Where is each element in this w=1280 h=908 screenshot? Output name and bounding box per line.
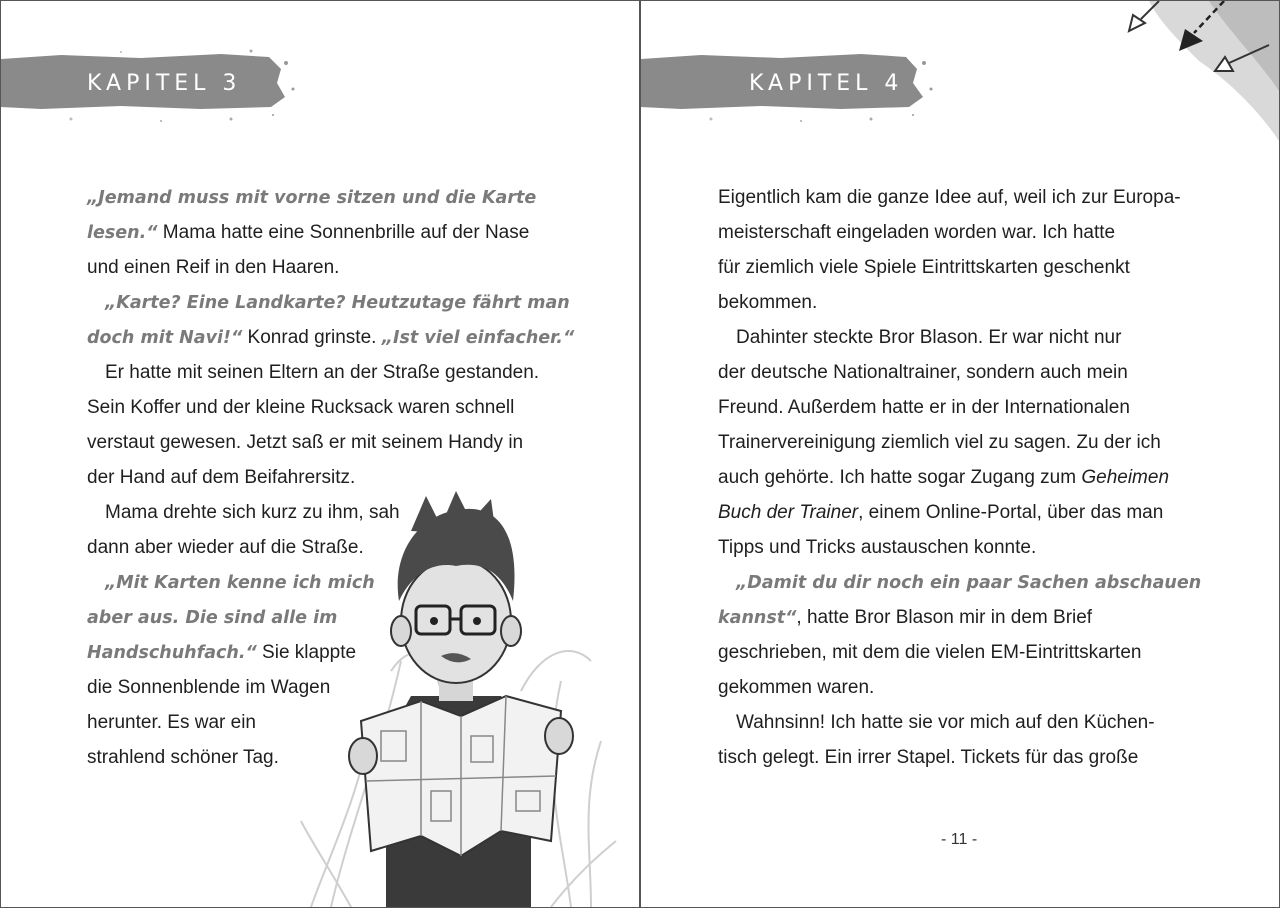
text-span: Konrad grinste. xyxy=(242,327,382,348)
quote-span: kannst“ xyxy=(718,608,797,628)
quote-span: „Karte? Eine Landkarte? Heutzutage fährt man xyxy=(105,293,570,313)
text-line xyxy=(718,425,1198,460)
text-span: , einem Online-Portal, über das man xyxy=(858,502,1164,523)
arrow-decoration xyxy=(1029,1,1279,145)
text-span: der deutsche Nationaltrainer, sondern auch mein xyxy=(718,362,1128,383)
text-span: für ziemlich viele Spiele Eintrittskarten geschenkt xyxy=(718,257,1130,278)
text-line xyxy=(718,565,1202,600)
text-line xyxy=(87,215,547,250)
text-span: gekommen waren. xyxy=(718,677,875,698)
quote-span: „Jemand muss mit vorne sitzen und die Karte xyxy=(87,188,537,208)
text-line xyxy=(87,425,547,460)
text-line xyxy=(87,460,547,495)
text-line xyxy=(87,285,570,320)
text-span: Tipps und Tricks austauschen konnte. xyxy=(718,537,1037,558)
quote-span: „Ist viel einfacher.“ xyxy=(381,328,575,348)
text-span: meisterschaft eingeladen worden war. Ich hatte xyxy=(718,222,1116,243)
chapter-title: KAPITEL 4 xyxy=(749,71,904,96)
text-span: Mama hatte eine Sonnenbrille auf der Nase xyxy=(157,222,530,243)
text-line xyxy=(718,460,1198,495)
text-span: Sie klappte xyxy=(256,642,357,663)
text-span: Sein Koffer und der kleine Rucksack waren schnell xyxy=(87,397,515,418)
text-span: auch gehörte. Ich hatte sogar Zugang zum xyxy=(718,467,1082,488)
text-line xyxy=(87,180,547,215)
text-line xyxy=(718,635,1198,670)
text-line xyxy=(718,285,1198,320)
text-line xyxy=(87,390,547,425)
text-span: geschrieben, mit dem die vielen EM-Eintrittskarten xyxy=(718,642,1142,663)
text-span: strahlend schöner Tag. xyxy=(87,747,279,768)
text-line xyxy=(718,495,1198,530)
text-line xyxy=(718,390,1198,425)
text-line xyxy=(718,600,1198,635)
text-span: die Sonnenblende im Wagen xyxy=(87,677,331,698)
text-span: Er hatte mit seinen Eltern an der Straße gestanden. xyxy=(105,362,540,383)
text-line xyxy=(718,250,1198,285)
text-line xyxy=(718,180,1198,215)
text-span: bekommen. xyxy=(718,292,818,313)
italic-span: Buch der Trainer xyxy=(718,502,859,523)
text-line xyxy=(718,320,1198,355)
arrow-icon xyxy=(1129,1,1159,31)
italic-span: Geheimen xyxy=(1081,467,1170,488)
text-span: Mama drehte sich kurz zu ihm, sah xyxy=(105,502,400,523)
body-text xyxy=(718,180,1202,775)
text-span: Dahinter steckte Bror Blason. Er war nicht nur xyxy=(736,327,1122,348)
text-line xyxy=(718,740,1198,775)
text-span: verstaut gewesen. Jetzt saß er mit seinem Handy in xyxy=(87,432,524,453)
text-line xyxy=(718,670,1198,705)
text-span: Freund. Außerdem hatte er in der Internationalen xyxy=(718,397,1130,418)
text-line xyxy=(718,705,1198,740)
right-page xyxy=(640,0,1280,908)
quote-span: „Mit Karten kenne ich mich xyxy=(105,573,375,593)
page-number: - 11 - xyxy=(941,831,978,848)
quote-span: aber aus. Die sind alle im xyxy=(87,608,338,628)
text-span: Trainervereinigung ziemlich viel zu sagen. Zu der ich xyxy=(718,432,1161,453)
quote-span: „Damit du dir noch ein paar Sachen abschauen xyxy=(736,573,1202,593)
text-span: , hatte Bror Blason mir in dem Brief xyxy=(796,607,1093,628)
text-span: und einen Reif in den Haaren. xyxy=(87,257,340,278)
text-span: der Hand auf dem Beifahrersitz. xyxy=(87,467,356,488)
text-line xyxy=(718,530,1198,565)
text-line xyxy=(718,215,1198,250)
boy-with-map-illustration xyxy=(291,491,621,908)
text-span: Eigentlich kam die ganze Idee auf, weil ich zur Europa- xyxy=(718,187,1181,208)
text-span: dann aber wieder auf die Straße. xyxy=(87,537,364,558)
quote-span: lesen.“ xyxy=(87,223,158,243)
text-line xyxy=(718,355,1198,390)
text-line xyxy=(87,320,575,355)
quote-span: doch mit Navi!“ xyxy=(87,328,243,348)
text-line xyxy=(87,355,547,390)
text-line xyxy=(87,250,547,285)
chapter-title: KAPITEL 3 xyxy=(87,71,242,96)
text-span: herunter. Es war ein xyxy=(87,712,256,733)
text-span: tisch gelegt. Ein irrer Stapel. Tickets für das große xyxy=(718,747,1139,768)
quote-span: Handschuhfach.“ xyxy=(87,643,257,663)
text-span: Wahnsinn! Ich hatte sie vor mich auf den Küchen- xyxy=(736,712,1155,733)
